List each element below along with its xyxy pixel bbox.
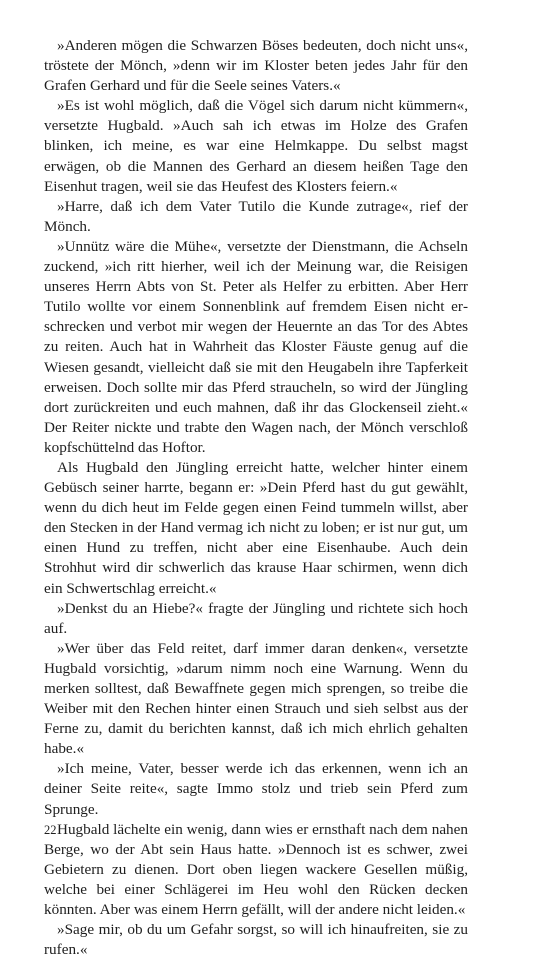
paragraph: »Es ist wohl möglich, daß die Vögel sich darum nicht kümmern«, versetzte Hugbald. »Auch sah ich etwas im Holze des Grafen blinken, ich meine, es war eine Helmkappe. Du selbst magst erwägen, ob die Mannen des Gerhard an diesem heißen Tage den Eisenhut tragen, weil sie das Heufest des Klosters feiern.« (44, 97, 468, 195)
page-number: 22 (44, 823, 57, 837)
paragraph: »Denkst du an Hiebe?« fragte der Jüngling und richtete sich hoch auf. (44, 599, 468, 637)
paragraph: »Anderen mögen die Schwarzen Böses bedeuten, doch nicht uns«, tröstete der Mönch, »denn wir im Kloster beten jedes Jahr für den Grafen Gerhard und für die Seele seines Vaters.« (44, 37, 468, 95)
paragraph: »Wer über das Feld reitet, darf immer daran denken«, versetzte Hugbald vorsichtig, »darum nimm noch eine Warnung. Wenn du merken solltest, daß Bewaffnete gegen mich sprengen, so treibe die Weiber mit den Rechen hinter einen Strauch und sieh selbst aus der Ferne zu, damit du berichten kannst, daß ich mich ehrlich gehalten habe.« (44, 639, 468, 758)
paragraph: »Ich meine, Vater, besser werde ich das erkennen, wenn ich an deiner Seite reite«, sagte Immo stolz und trieb sein Pferd zum Sprunge. (44, 760, 468, 818)
paragraph: »Unnütz wäre die Mühe«, versetzte der Dienstmann, die Achseln zuckend, »ich ritt hierher, weil ich der Meinung war, die Reisigen unseres Herrn Abts von St. Peter als Helfer zu erbitten. Aber Herr Tutilo wollte vor einem Sonnenblink auf fremdem Eisen nicht erschrecken und verbot mir wegen der Heuernte an das Tor des Abtes zu reiten. Auch hat in Wahrheit das Kloster Fäuste genug auf die Wiesen gesandt, vielleicht daß sie mit den Heugabeln ihre Tapferkeit erweisen. Doch sollte mir das Pferd straucheln, so wird der Jüngling dort zurückreiten und euch mahnen, daß ihr das Glockenseil zieht.« Der Reiter nickte und trabte den Wagen nach, der Mönch verschloß kopfschüttelnd das Hoftor. (44, 237, 468, 456)
paragraph: »Sage mir, ob du um Gefahr sorgst, so will ich hinaufreiten, sie zu rufen.« (44, 921, 468, 959)
paragraph: Hugbald lächelte ein wenig, dann wies er ernsthaft nach dem nahen Berge, wo der Abt sein Haus hatte. »Dennoch ist es schwer, zwei Gebietern zu dienen. Dort oben liegen wackere Gesellen müßig, welche bei einer Schlägerei im Heu wohl den Rücken decken könnten. Aber was einem Herrn gefällt, will der andere nicht leiden.« (44, 820, 468, 919)
paragraph: »Harre, daß ich dem Vater Tutilo die Kunde zutrage«, rief der Mönch. (44, 197, 468, 235)
book-page-text (44, 36, 468, 960)
paragraph: Als Hugbald den Jüngling erreicht hatte, welcher hinter einem Gebüsch seiner harrte, begann er: »Dein Pferd hast du gut gewählt, wenn du dich heut im Felde gegen einen Feind tummeln willst, aber den Stecken in der Hand vermag ich nicht zu loben; er ist nur gut, um einen Hund zu treffen, nicht aber eine Eisenhaube. Auch dein Strohhut wird dir schwerlich das krause Haar schirmen, wenn dich ein Schwertschlag erreicht.« (44, 458, 468, 597)
